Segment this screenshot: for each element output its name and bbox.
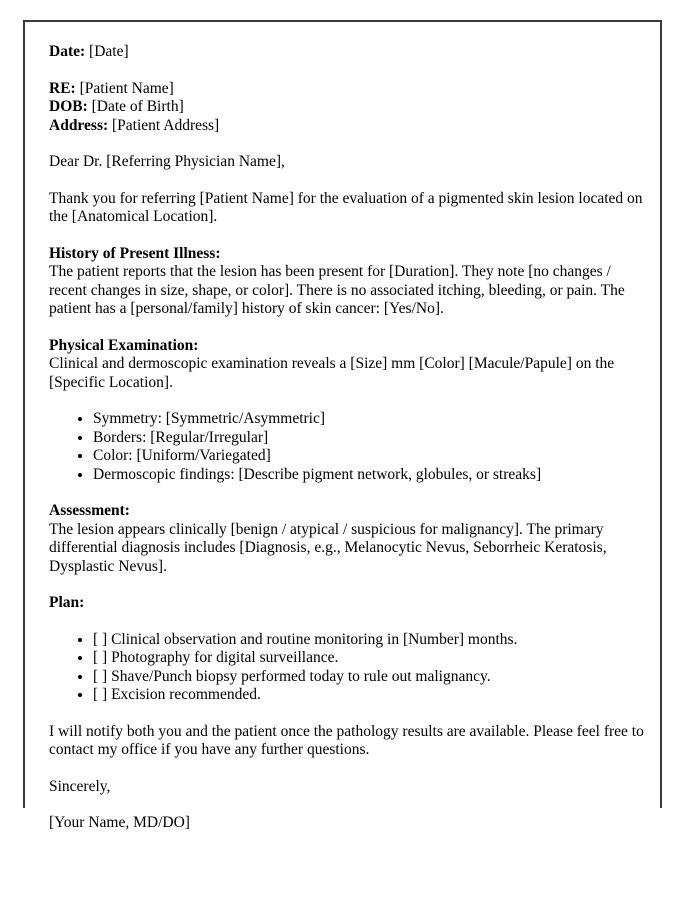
address-line <box>49 117 646 136</box>
section-assessment <box>49 502 646 576</box>
re-line <box>49 80 646 99</box>
date-label: Date: <box>49 43 86 60</box>
salutation: Dear Dr. [Referring Physician Name], <box>49 153 285 170</box>
dob-label: DOB: <box>49 98 88 115</box>
list-item-borders: • Borders: [Regular/Irregular] <box>93 429 646 448</box>
closing-paragraph: I will notify both you and the patient once the pathology results are available. Please feel free to contact my office if you have any further questions. <box>49 722 644 758</box>
list-item-color: • Color: [Uniform/Variegated] <box>93 447 646 466</box>
date-line <box>49 43 646 62</box>
dob-value: [Date of Birth] <box>91 98 184 115</box>
re-value: [Patient Name] <box>79 79 174 97</box>
section-body-assessment: The lesion appears clinically [benign / atypical / suspicious for malignancy]. The primary differential diagnosis includes [Diagnosis, e.g., Melanocytic Nevus, Seborrheic Keratosis, Dysplastic Nevus]. <box>49 520 607 575</box>
patient-info-block <box>49 80 646 136</box>
plan-option-observation: • [ ] Clinical observation and routine monitoring in [Number] months. <box>93 631 646 650</box>
list-item-dermoscopic-findings: • Dermoscopic findings: [Describe pigment network, globules, or streaks] <box>93 466 646 485</box>
signoff: Sincerely, <box>49 777 111 795</box>
exam-findings-list <box>49 410 646 484</box>
section-title-history: History of Present Illness: <box>49 244 221 262</box>
address-label: Address: <box>49 116 109 134</box>
dob-line <box>49 98 646 117</box>
section-history <box>49 245 646 319</box>
referral-letter-document <box>23 20 662 831</box>
re-label: RE: <box>49 79 76 97</box>
plan-option-excision: • [ ] Excision recommended. <box>93 686 646 705</box>
plan-option-biopsy: • [ ] Shave/Punch biopsy performed today to rule out malignancy. <box>93 668 646 687</box>
date-value: [Date] <box>89 43 129 60</box>
list-item-symmetry: • Symmetry: [Symmetric/Asymmetric] <box>93 410 646 429</box>
plan-option-photography: • [ ] Photography for digital surveillance. <box>93 649 646 668</box>
section-physical-exam <box>49 337 646 393</box>
plan-options-list <box>49 631 646 705</box>
intro-paragraph: Thank you for referring [Patient Name] for the evaluation of a pigmented skin lesion located on the [Anatomical Location]. <box>49 189 643 225</box>
address-value: [Patient Address] <box>112 116 220 134</box>
section-title-physical-exam: Physical Examination: <box>49 336 199 354</box>
section-title-assessment: Assessment: <box>49 502 130 519</box>
section-body-physical-exam: Clinical and dermoscopic examination reveals a [Size] mm [Color] [Macule/Papule] on the [Specific Location]. <box>49 355 615 391</box>
section-body-history: The patient reports that the lesion has been present for [Duration]. They note [no changes / recent changes in size, shape, or color]. There is no associated itching, bleeding, or pain. The patient has a [personal/family] history of skin cancer: [Yes/No]. <box>49 263 625 317</box>
section-title-plan: Plan: <box>49 594 85 611</box>
signature: [Your Name, MD/DO] <box>49 814 190 831</box>
